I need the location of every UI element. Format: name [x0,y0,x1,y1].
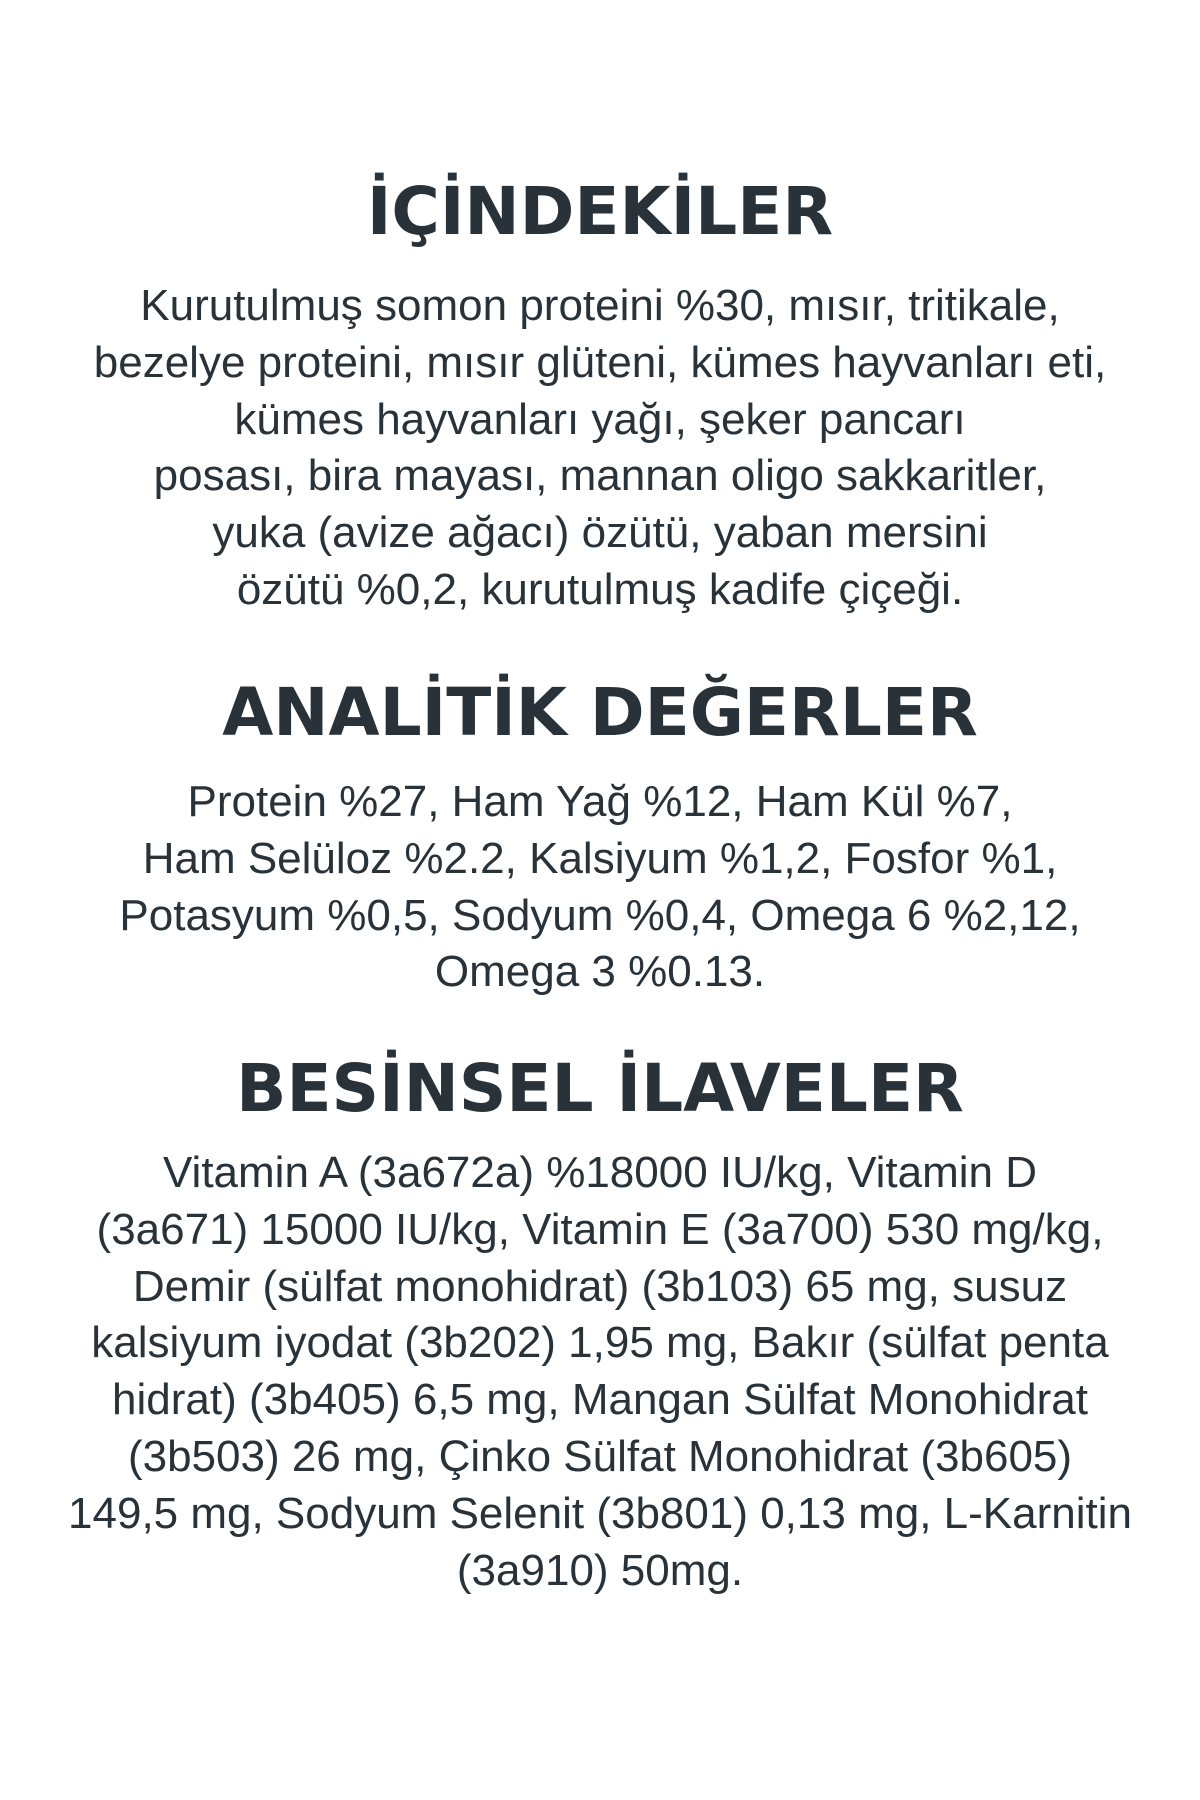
nutritional-additives-text [0,1145,1200,1599]
analytic-values-heading: ANALİTİK DEĞERLER [222,674,978,751]
nutritional-additives-line: Vitamin A (3a672a) %18000 IU/kg, Vitamin D [163,1148,1037,1197]
ingredients-line: bezelye proteini, mısır glüteni, kümes hayvanları eti, [93,337,1107,387]
analytic-values-text [0,774,1200,1001]
nutritional-additives-line: kalsiyum iyodat (3b202) 1,95 mg, Bakır (sülfat penta [91,1318,1109,1368]
ingredients-line: posası, bira mayası, mannan oligo sakkaritler, [153,451,1047,501]
ingredients-line: kümes hayvanları yağı, şeker pancarı [234,394,966,444]
nutritional-additives-heading: BESİNSEL İLAVELER [236,1050,964,1127]
nutritional-additives-line: Demir (sülfat monohidrat) (3b103) 65 mg, susuz [132,1261,1068,1311]
ingredients-text [0,278,1200,619]
ingredients-line: Kurutulmuş somon proteini %30, mısır, tritikale, [140,281,1060,330]
analytic-values-line: Potasyum %0,5, Sodyum %0,4, Omega 6 %2,12, [119,890,1081,940]
ingredients-line: yuka (avize ağacı) özütü, yaban mersini [212,508,988,558]
nutritional-additives-line: (3a910) 50mg. [456,1545,744,1595]
ingredients-line: özütü %0,2, kurutulmuş kadife çiçeği. [236,564,964,614]
analytic-values-line: Omega 3 %0.13. [434,947,766,997]
nutritional-additives-line: (3a671) 15000 IU/kg, Vitamin E (3a700) 530 mg/kg, [96,1204,1104,1254]
nutritional-additives-line: (3b503) 26 mg, Çinko Sülfat Monohidrat (3b605) [127,1431,1073,1481]
analytic-values-line: Protein %27, Ham Yağ %12, Ham Kül %7, [187,777,1013,826]
analytic-values-line: Ham Selüloz %2.2, Kalsiyum %1,2, Fosfor %1, [142,833,1058,883]
nutritional-additives-line: hidrat) (3b405) 6,5 mg, Mangan Sülfat Monohidrat [112,1375,1088,1425]
ingredients-heading: İÇİNDEKİLER [366,173,834,250]
nutritional-additives-line: 149,5 mg, Sodyum Selenit (3b801) 0,13 mg, L-Karnitin [68,1488,1132,1538]
